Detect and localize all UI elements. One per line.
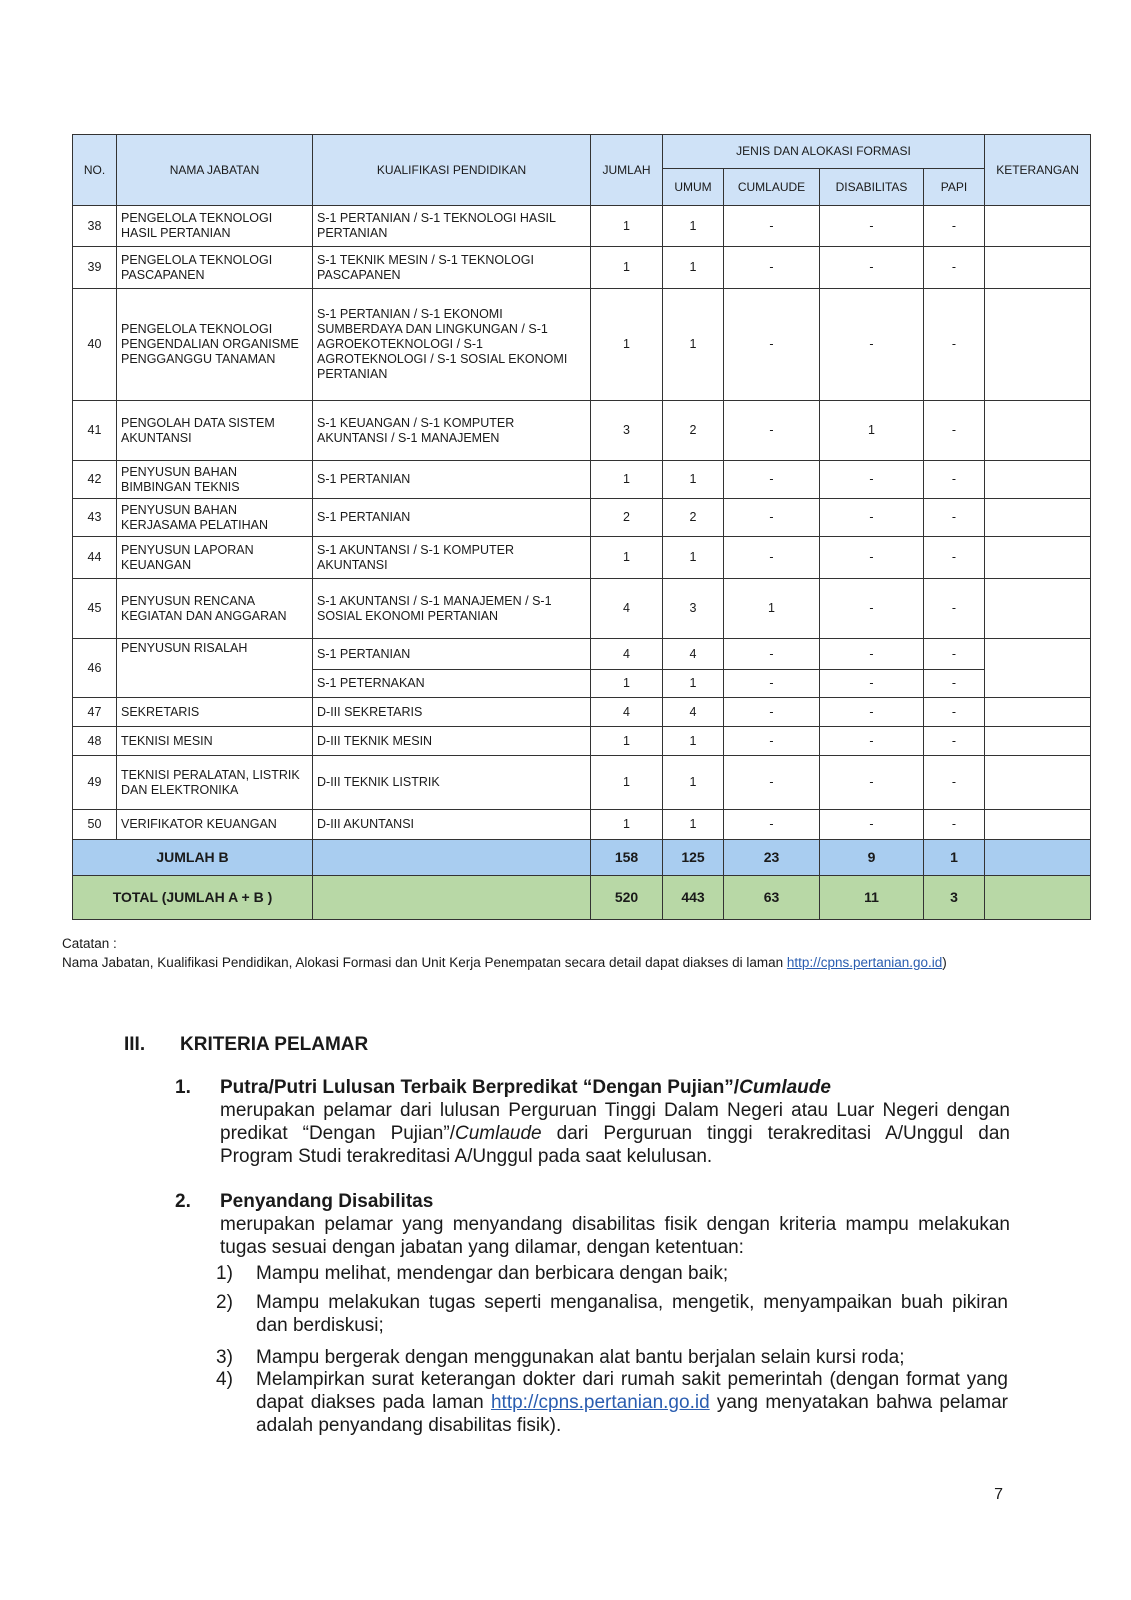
item-text: Mampu melakukan tugas seperti menganalisa, mengetik, menyampaikan buah pikiran dan berdiskusi;: [256, 1292, 1008, 1336]
cell-no: 43: [73, 499, 117, 537]
cell-cumlaude: -: [724, 727, 820, 756]
cell-jabatan: TEKNISI MESIN: [117, 727, 313, 756]
cell-cumlaude: -: [724, 401, 820, 461]
cell-disabilitas: -: [820, 461, 924, 499]
cell-umum: 1: [663, 537, 724, 579]
total-cumlaude: 63: [724, 876, 820, 920]
cell-disabilitas: -: [820, 247, 924, 289]
item-text: Melampirkan surat keterangan dokter dari rumah sakit pemerintah (dengan format yang dapat diakses pada laman: [256, 1369, 1008, 1413]
item-number: 4): [216, 1369, 233, 1390]
cell-papi: -: [924, 727, 985, 756]
cell-no: 50: [73, 810, 117, 840]
cell-cumlaude: -: [724, 499, 820, 537]
table-row: [73, 247, 1091, 289]
section-roman: III.: [124, 1034, 146, 1055]
cell-no: 49: [73, 756, 117, 810]
total-label: TOTAL (JUMLAH A + B ): [73, 876, 313, 920]
table-row: [73, 401, 1091, 461]
cell-jumlah: 4: [591, 639, 663, 670]
header-kualifikasi: KUALIFIKASI PENDIDIKAN: [313, 135, 591, 206]
jumlah-b-keterangan: [985, 840, 1091, 876]
cell-jabatan: PENYUSUN LAPORAN KEUANGAN: [117, 537, 313, 579]
cell-papi: -: [924, 537, 985, 579]
cell-umum: 1: [663, 727, 724, 756]
item-number: 1): [216, 1263, 233, 1284]
cell-papi: -: [924, 639, 985, 670]
cell-jabatan: SEKRETARIS: [117, 698, 313, 727]
cell-keterangan: [985, 639, 1091, 698]
total-disabilitas: 11: [820, 876, 924, 920]
cell-umum: 1: [663, 247, 724, 289]
jumlah-b-empty: [313, 840, 591, 876]
header-umum: UMUM: [663, 169, 724, 206]
cell-no: 47: [73, 698, 117, 727]
cell-cumlaude: 1: [724, 579, 820, 639]
cell-no: 40: [73, 289, 117, 401]
cell-no: 39: [73, 247, 117, 289]
header-jumlah: JUMLAH: [591, 135, 663, 206]
cell-papi: -: [924, 698, 985, 727]
table-row: [73, 698, 1091, 727]
cell-kualifikasi: S-1 TEKNIK MESIN / S-1 TEKNOLOGI PASCAPANEN: [313, 247, 591, 289]
note-text: Nama Jabatan, Kualifikasi Pendidikan, Alokasi Formasi dan Unit Kerja Penempatan secara detail dapat diakses di laman: [62, 955, 784, 970]
cell-disabilitas: -: [820, 698, 924, 727]
jumlah-b-row: [73, 840, 1091, 876]
cell-umum: 4: [663, 639, 724, 670]
cell-cumlaude: -: [724, 639, 820, 670]
section-heading: [124, 1034, 368, 1056]
header-cumlaude: CUMLAUDE: [724, 169, 820, 206]
cell-kualifikasi: S-1 PERTANIAN: [313, 639, 591, 670]
cell-jumlah: 1: [591, 810, 663, 840]
item-text: Mampu melihat, mendengar dan berbicara dengan baik;: [256, 1263, 729, 1284]
table-row: [73, 206, 1091, 247]
cell-papi: -: [924, 247, 985, 289]
cell-jabatan: PENGOLAH DATA SISTEM AKUNTANSI: [117, 401, 313, 461]
cell-cumlaude: -: [724, 810, 820, 840]
cell-kualifikasi: S-1 AKUNTANSI / S-1 MANAJEMEN / S-1 SOSIAL EKONOMI PERTANIAN: [313, 579, 591, 639]
cell-papi: -: [924, 401, 985, 461]
criterion-2-number: 2.: [175, 1191, 191, 1212]
cell-keterangan: [985, 289, 1091, 401]
cell-umum: 4: [663, 698, 724, 727]
jumlah-b-jumlah: 158: [591, 840, 663, 876]
cell-disabilitas: -: [820, 537, 924, 579]
cell-keterangan: [985, 206, 1091, 247]
cell-umum: 1: [663, 461, 724, 499]
cell-disabilitas: -: [820, 639, 924, 670]
cell-jumlah: 1: [591, 727, 663, 756]
cell-kualifikasi: S-1 PERTANIAN / S-1 EKONOMI SUMBERDAYA DAN LINGKUNGAN / S-1 AGROEKOTEKNOLOGI / S-1 AGROTEKNOLOGI / S-1 SOSIAL EKONOMI PERTANIAN: [313, 289, 591, 401]
cell-jabatan: PENGELOLA TEKNOLOGI HASIL PERTANIAN: [117, 206, 313, 247]
cell-no: 46: [73, 639, 117, 698]
cell-papi: -: [924, 289, 985, 401]
cell-umum: 1: [663, 670, 724, 698]
cell-keterangan: [985, 698, 1091, 727]
cell-papi: -: [924, 579, 985, 639]
cell-kualifikasi: S-1 PETERNAKAN: [313, 670, 591, 698]
note-link[interactable]: http://cpns.pertanian.go.id: [786, 955, 943, 970]
cell-no: 38: [73, 206, 117, 247]
page-number: 7: [994, 1486, 1003, 1503]
header-no: NO.: [73, 135, 117, 206]
cell-jumlah: 4: [591, 698, 663, 727]
cell-papi: -: [924, 461, 985, 499]
table-row: [73, 289, 1091, 401]
criterion-2-body: merupakan pelamar yang menyandang disabilitas fisik dengan kriteria mampu melakukan tugas sesuai dengan jabatan yang dilamar, dengan ketentuan:: [220, 1214, 1010, 1258]
cell-keterangan: [985, 727, 1091, 756]
cell-cumlaude: -: [724, 537, 820, 579]
cell-umum: 1: [663, 756, 724, 810]
note-label: Catatan :: [62, 936, 117, 951]
cell-kualifikasi: S-1 AKUNTANSI / S-1 KOMPUTER AKUNTANSI: [313, 537, 591, 579]
table-row: [73, 810, 1091, 840]
cell-disabilitas: -: [820, 756, 924, 810]
item-number: 3): [216, 1347, 233, 1368]
cell-jumlah: 1: [591, 206, 663, 247]
section-title: KRITERIA PELAMAR: [180, 1034, 369, 1055]
table-row: [73, 639, 1091, 670]
header-keterangan: KETERANGAN: [985, 135, 1091, 206]
cell-umum: 3: [663, 579, 724, 639]
cell-umum: 1: [663, 810, 724, 840]
cell-disabilitas: -: [820, 670, 924, 698]
table-row: [73, 727, 1091, 756]
cell-jumlah: 1: [591, 537, 663, 579]
criterion-2-title: Penyandang Disabilitas: [220, 1191, 434, 1212]
jumlah-b-label: JUMLAH B: [73, 840, 313, 876]
table-row: [73, 537, 1091, 579]
cell-kualifikasi: S-1 KEUANGAN / S-1 KOMPUTER AKUNTANSI / S-1 MANAJEMEN: [313, 401, 591, 461]
cell-kualifikasi: S-1 PERTANIAN / S-1 TEKNOLOGI HASIL PERTANIAN: [313, 206, 591, 247]
cell-cumlaude: -: [724, 247, 820, 289]
table-row: [73, 499, 1091, 537]
cell-cumlaude: -: [724, 461, 820, 499]
table-row: [73, 756, 1091, 810]
cell-jumlah: 2: [591, 499, 663, 537]
cell-kualifikasi: S-1 PERTANIAN: [313, 461, 591, 499]
cell-papi: -: [924, 810, 985, 840]
cell-no: 45: [73, 579, 117, 639]
jumlah-b-cumlaude: 23: [724, 840, 820, 876]
table-row: [73, 461, 1091, 499]
criterion-1-body: merupakan pelamar dari lulusan Perguruan Tinggi Dalam Negeri atau Luar Negeri dengan predikat “Dengan Pujian”/Cumlaude dari Perguruan tinggi terakreditasi A/Unggul dan Program Studi terakreditasi A/Unggul pada saat kelulusan.: [220, 1100, 1010, 1167]
cell-papi: -: [924, 670, 985, 698]
criterion-1-number: 1.: [175, 1077, 191, 1098]
cell-keterangan: [985, 537, 1091, 579]
cell-kualifikasi: D-III TEKNIK MESIN: [313, 727, 591, 756]
item-number: 2): [216, 1292, 233, 1313]
total-empty: [313, 876, 591, 920]
cell-jabatan: PENYUSUN RISALAH: [117, 639, 313, 698]
cell-jumlah: 4: [591, 579, 663, 639]
cell-cumlaude: -: [724, 698, 820, 727]
cell-kualifikasi: D-III SEKRETARIS: [313, 698, 591, 727]
jumlah-b-disabilitas: 9: [820, 840, 924, 876]
cell-keterangan: [985, 579, 1091, 639]
cell-jabatan: PENGELOLA TEKNOLOGI PENGENDALIAN ORGANISME PENGGANGGU TANAMAN: [117, 289, 313, 401]
cell-disabilitas: -: [820, 289, 924, 401]
item-text: Mampu bergerak dengan menggunakan alat bantu berjalan selain kursi roda;: [256, 1347, 905, 1368]
cell-cumlaude: -: [724, 206, 820, 247]
cell-jumlah: 1: [591, 289, 663, 401]
disability-format-link[interactable]: http://cpns.pertanian.go.id: [490, 1392, 710, 1413]
item-text-end: yang menyatakan bahwa pelamar adalah penyandang disabilitas fisik).: [256, 1392, 1008, 1436]
cell-jabatan: PENYUSUN RENCANA KEGIATAN DAN ANGGARAN: [117, 579, 313, 639]
cell-umum: 1: [663, 289, 724, 401]
cell-cumlaude: -: [724, 756, 820, 810]
cell-umum: 2: [663, 499, 724, 537]
header-jenis-alokasi: JENIS DAN ALOKASI FORMASI: [663, 135, 985, 169]
cell-jabatan: PENGELOLA TEKNOLOGI PASCAPANEN: [117, 247, 313, 289]
cell-jabatan: PENYUSUN BAHAN BIMBINGAN TEKNIS: [117, 461, 313, 499]
cell-jabatan: PENYUSUN BAHAN KERJASAMA PELATIHAN: [117, 499, 313, 537]
table-row: [73, 579, 1091, 639]
cell-jumlah: 1: [591, 461, 663, 499]
cell-jabatan: TEKNISI PERALATAN, LISTRIK DAN ELEKTRONIKA: [117, 756, 313, 810]
cell-keterangan: [985, 499, 1091, 537]
cell-kualifikasi: D-III AKUNTANSI: [313, 810, 591, 840]
criterion-1-title: Putra/Putri Lulusan Terbaik Berpredikat “Dengan Pujian”/Cumlaude: [220, 1077, 831, 1098]
cell-cumlaude: -: [724, 670, 820, 698]
header-nama-jabatan: NAMA JABATAN: [117, 135, 313, 206]
header-papi: PAPI: [924, 169, 985, 206]
cell-disabilitas: -: [820, 579, 924, 639]
cell-disabilitas: -: [820, 810, 924, 840]
cell-keterangan: [985, 401, 1091, 461]
jumlah-b-papi: 1: [924, 840, 985, 876]
cell-papi: -: [924, 206, 985, 247]
header-disabilitas: DISABILITAS: [820, 169, 924, 206]
total-keterangan: [985, 876, 1091, 920]
cell-cumlaude: -: [724, 289, 820, 401]
cell-umum: 2: [663, 401, 724, 461]
cell-papi: -: [924, 756, 985, 810]
formasi-table: [72, 134, 1091, 920]
cell-jumlah: 3: [591, 401, 663, 461]
cell-keterangan: [985, 756, 1091, 810]
cell-no: 44: [73, 537, 117, 579]
cell-no: 41: [73, 401, 117, 461]
cell-umum: 1: [663, 206, 724, 247]
cell-no: 42: [73, 461, 117, 499]
cell-papi: -: [924, 499, 985, 537]
cell-no: 48: [73, 727, 117, 756]
total-row: [73, 876, 1091, 920]
cell-keterangan: [985, 810, 1091, 840]
cell-kualifikasi: S-1 PERTANIAN: [313, 499, 591, 537]
jumlah-b-umum: 125: [663, 840, 724, 876]
total-jumlah: 520: [591, 876, 663, 920]
cell-keterangan: [985, 461, 1091, 499]
cell-disabilitas: 1: [820, 401, 924, 461]
cell-jumlah: 1: [591, 670, 663, 698]
note-after: ): [942, 955, 947, 970]
cell-disabilitas: -: [820, 499, 924, 537]
cell-jumlah: 1: [591, 247, 663, 289]
cell-jumlah: 1: [591, 756, 663, 810]
cell-keterangan: [985, 247, 1091, 289]
note: [62, 934, 1012, 972]
cell-kualifikasi: D-III TEKNIK LISTRIK: [313, 756, 591, 810]
cell-jabatan: VERIFIKATOR KEUANGAN: [117, 810, 313, 840]
total-umum: 443: [663, 876, 724, 920]
cell-disabilitas: -: [820, 206, 924, 247]
cell-disabilitas: -: [820, 727, 924, 756]
total-papi: 3: [924, 876, 985, 920]
